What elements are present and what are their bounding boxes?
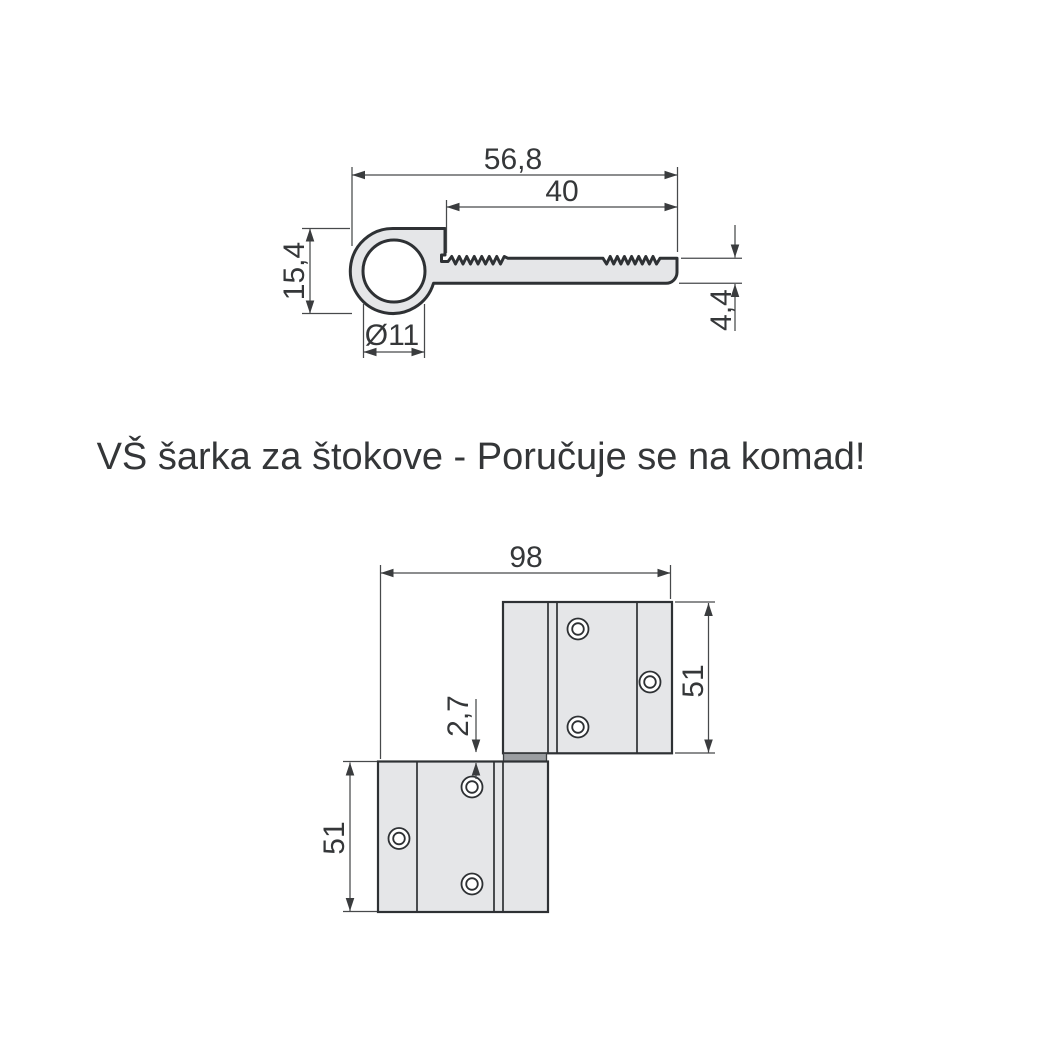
dim-pin-bore-diameter-label: Ø11 (364, 319, 420, 352)
dim-lower-leaf-width-label: 51 (318, 821, 351, 855)
dim-plan-overall-width-label: 98 (509, 541, 543, 574)
dim-knuckle-height-label: 15,4 (278, 241, 311, 301)
screw-hole (640, 672, 661, 693)
dim-serrated-arm-length (447, 175, 678, 253)
dim-serrated-arm-length-label: 40 (545, 175, 579, 208)
drawing-title: VŠ šarka za štokove - Poručuje se na komad! (96, 436, 866, 478)
pin-bore-circle (363, 240, 425, 302)
screw-hole (568, 717, 589, 738)
dim-profile-overall-width-label: 56,8 (483, 143, 543, 176)
screw-hole (462, 777, 483, 798)
screw-hole (462, 874, 483, 895)
leaf-gap-band (504, 753, 547, 761)
dim-leaf-gap-label: 2,7 (442, 695, 475, 737)
profile-view (278, 143, 742, 358)
upper-leaf (503, 602, 672, 753)
dim-upper-leaf-width-label: 51 (677, 664, 710, 698)
dim-lower-leaf-width (318, 762, 377, 912)
dim-knuckle-height (278, 229, 352, 314)
screw-hole (389, 828, 410, 849)
dim-arm-thickness (679, 225, 742, 331)
screw-hole (568, 619, 589, 640)
dim-arm-thickness-label: 4,4 (705, 289, 738, 331)
plan-view (318, 541, 715, 912)
dim-upper-leaf-width (675, 602, 715, 753)
lower-leaf (378, 762, 548, 913)
